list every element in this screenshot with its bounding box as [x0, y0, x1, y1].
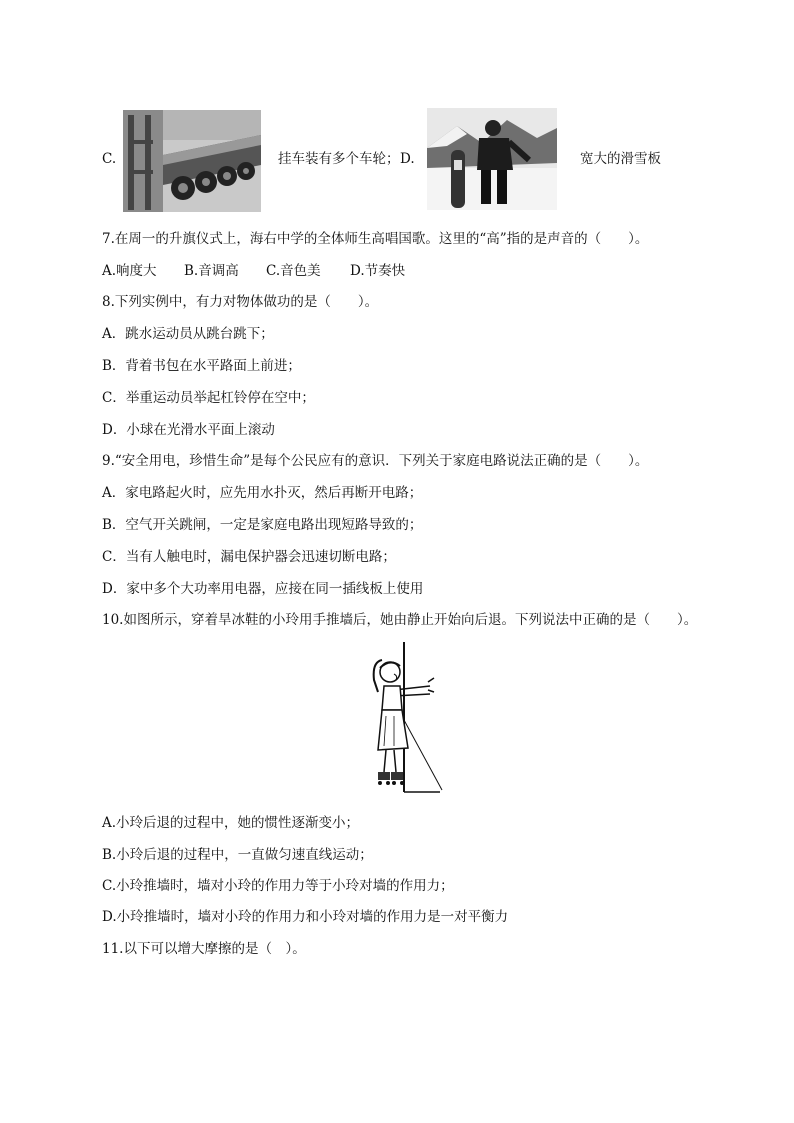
q8-stem: 8.下列实例中，有力对物体做功的是（ ）。: [102, 294, 379, 310]
q11-stem: 11.以下可以增大摩擦的是（ ）。: [102, 941, 306, 957]
trailer-image: [123, 110, 261, 212]
q7-stem: 7.在周一的升旗仪式上，海右中学的全体师生高唱国歌。这里的“高”指的是声音的（ ）。: [102, 231, 649, 247]
q10-option-c: C.小玲推墙时，墙对小玲的作用力等于小玲对墙的作用力；: [102, 878, 454, 894]
q10-option-d: D.小玲推墙时，墙对小玲的作用力和小玲对墙的作用力是一对平衡力: [102, 909, 509, 925]
q6-option-c-label: C.: [102, 151, 117, 167]
q9-option-d: D．家中多个大功率用电器，应接在同一插线板上使用: [102, 581, 424, 597]
q8-option-a: A．跳水运动员从跳台跳下；: [102, 326, 274, 342]
q9-option-b: B．空气开关跳闸，一定是家庭电路出现短路导致的；: [102, 517, 423, 533]
q6-option-d-label: D.: [400, 151, 415, 167]
girl-pushing-wall-drawing: [364, 640, 444, 795]
q7-option-a: A.响度大: [102, 263, 157, 279]
q9-stem: 9.“安全用电，珍惜生命”是每个公民应有的意识．下列关于家庭电路说法正确的是（ ）。: [102, 453, 649, 469]
q9-option-a: A．家电路起火时，应先用水扑灭，然后再断开电路；: [102, 485, 423, 501]
q7-option-d: D.节奏快: [350, 263, 406, 279]
q8-option-d: D．小球在光滑水平面上滚动: [102, 422, 275, 438]
girl-pushing-wall-figure: [364, 640, 444, 795]
q7-option-c: C.音色美: [266, 263, 321, 279]
q8-option-c: C．举重运动员举起杠铃停在空中；: [102, 390, 315, 406]
snowboard-image: [427, 108, 557, 210]
q6-option-d-caption: 宽大的滑雪板: [580, 151, 661, 167]
q10-stem: 10.如图所示，穿着旱冰鞋的小玲用手推墙后，她由静止开始向后退。下列说法中正确的是（ ）。: [102, 612, 698, 628]
q10-option-b: B.小玲后退的过程中，一直做匀速直线运动；: [102, 847, 373, 863]
q7-options: [102, 262, 405, 280]
snowboard-photo: [427, 108, 557, 210]
trailer-photo: [123, 110, 261, 212]
q6-option-c-caption: 挂车装有多个车轮；: [278, 151, 400, 167]
q9-option-c: C．当有人触电时，漏电保护器会迅速切断电路；: [102, 549, 396, 565]
q7-option-b: B.音调高: [184, 263, 239, 279]
q8-option-b: B．背着书包在水平路面上前进；: [102, 358, 301, 374]
q10-option-a: A.小玲后退的过程中，她的惯性逐渐变小；: [102, 815, 360, 831]
